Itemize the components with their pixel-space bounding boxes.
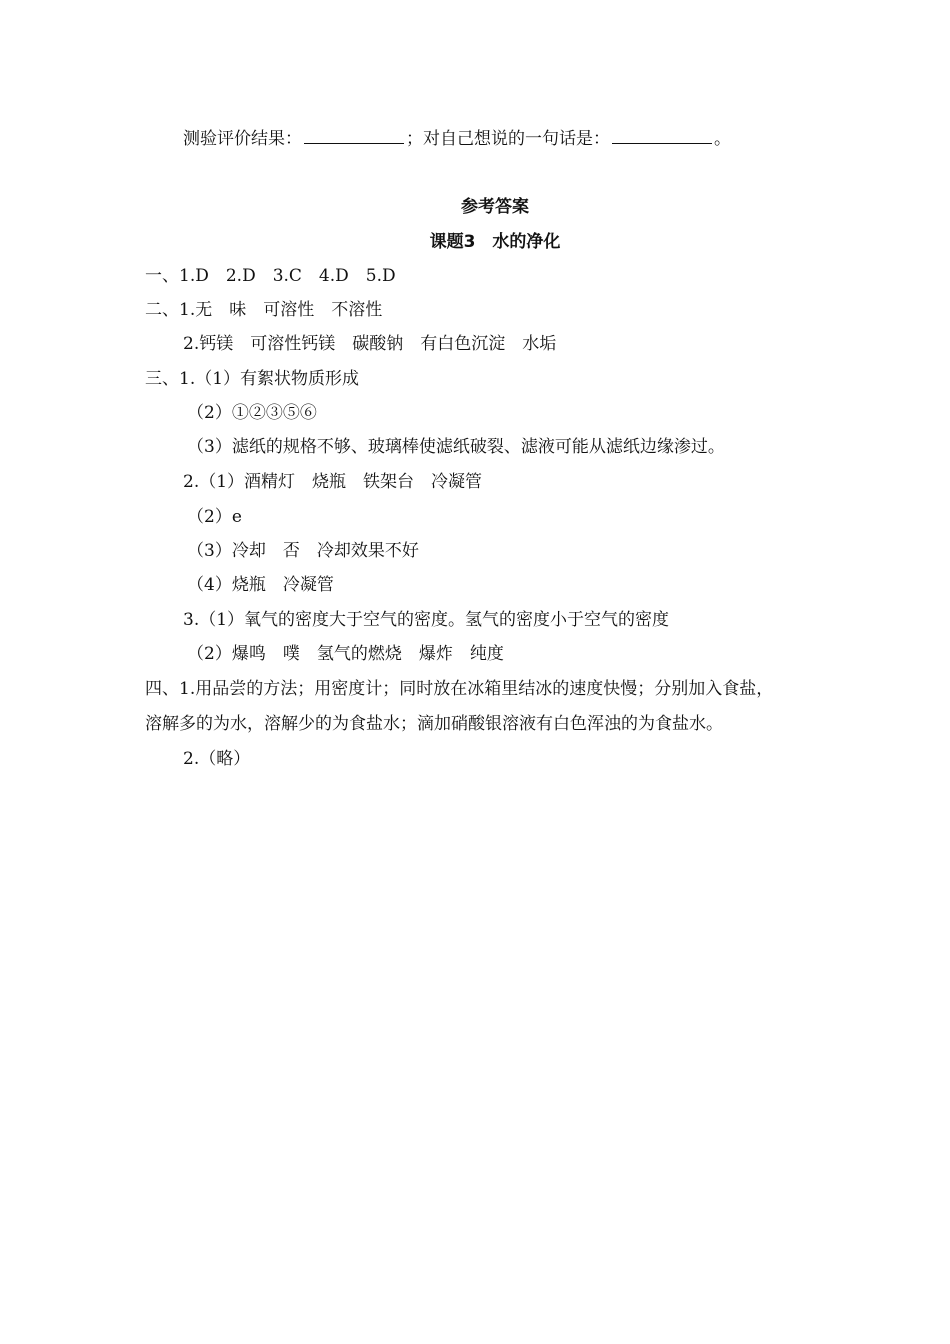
answer-line-6: （3）滤纸的规格不够、玻璃棒使滤纸破裂、滤液可能从滤纸边缘渗过。 — [187, 437, 725, 457]
answer-line-1: 一、1.D 2.D 3.C 4.D 5.D — [145, 266, 396, 286]
answer-line-5: （2）①②③⑤⑥ — [187, 403, 317, 423]
answer-line-12: （2）爆鸣 噗 氢气的燃烧 爆炸 纯度 — [187, 644, 504, 664]
lesson-title: 课题3 水的净化 — [429, 232, 561, 252]
evaluation-end-mark: 。 — [714, 129, 731, 149]
answer-line-4: 三、1.（1）有絮状物质形成 — [145, 369, 360, 389]
answer-line-3: 2.钙镁 可溶性钙镁 碳酸钠 有白色沉淀 水垢 — [183, 334, 557, 354]
answer-line-2: 二、1.无 味 可溶性 不溶性 — [145, 300, 383, 320]
answer-line-9: （3）冷却 否 冷却效果不好 — [187, 541, 419, 561]
evaluation-result-blank[interactable] — [304, 129, 404, 144]
answer-line-7: 2.（1）酒精灯 烧瓶 铁架台 冷凝管 — [183, 472, 483, 492]
evaluation-result-label: 测验评价结果： — [183, 129, 302, 149]
answer-line-11: 3.（1）氧气的密度大于空气的密度。氢气的密度小于空气的密度 — [183, 610, 670, 630]
evaluation-note-blank[interactable] — [612, 129, 712, 144]
answer-line-8: （2）e — [187, 507, 242, 527]
answer-line-13: 四、1.用品尝的方法；用密度计；同时放在冰箱里结冰的速度快慢；分别加入食盐， — [145, 679, 774, 699]
answers-title: 参考答案 — [461, 197, 529, 217]
evaluation-note-label: ；对自己想说的一句话是： — [406, 129, 610, 149]
evaluation-line — [183, 128, 731, 150]
answer-line-10: （4）烧瓶 冷凝管 — [187, 575, 334, 595]
answer-line-14: 溶解多的为水，溶解少的为食盐水；滴加硝酸银溶液有白色浑浊的为食盐水。 — [145, 714, 723, 734]
answer-line-15: 2.（略） — [183, 749, 251, 769]
